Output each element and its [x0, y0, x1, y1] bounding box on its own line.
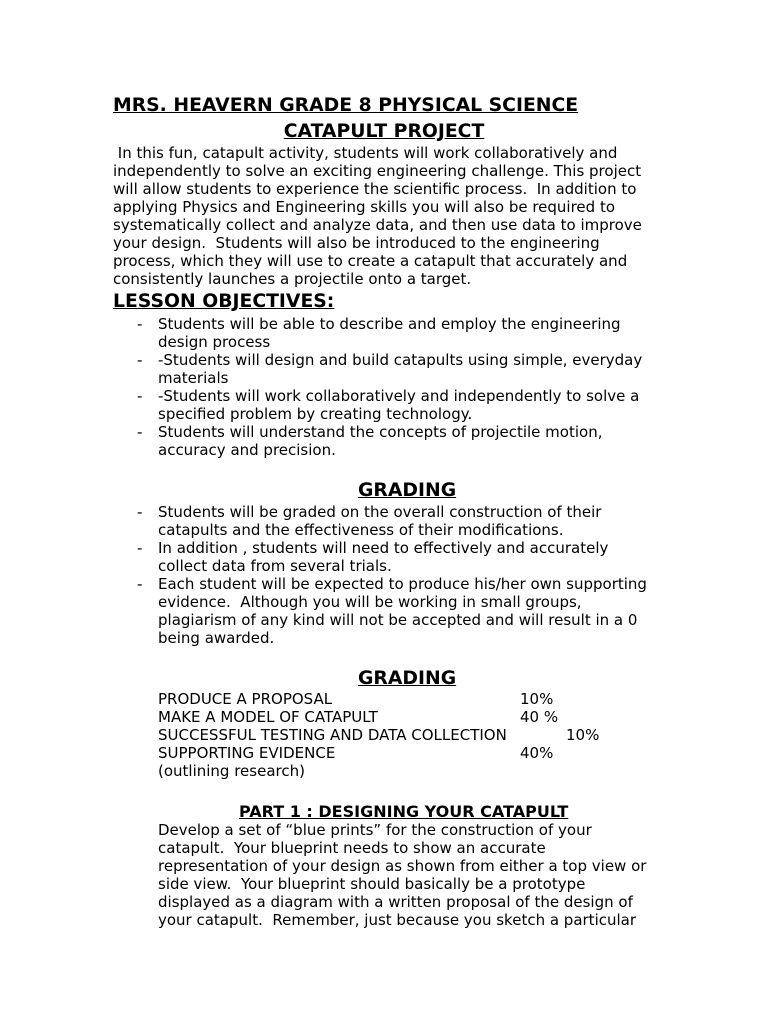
grading-breakdown-table — [0, 690, 768, 780]
grading-item-label: SUPPORTING EVIDENCE — [158, 744, 336, 762]
list-item — [0, 575, 768, 647]
objectives-list — [0, 315, 768, 459]
list-dash: - — [137, 539, 143, 557]
list-dash: - — [137, 423, 143, 441]
list-item — [0, 387, 768, 423]
list-dash: - — [137, 315, 143, 333]
list-item-text: -Students will work collaboratively and independently to solve a specified problem by creating technology. — [158, 387, 640, 423]
table-row-note — [0, 762, 768, 780]
list-dash: - — [137, 503, 143, 521]
list-item-text: Students will understand the concepts of projectile motion, accuracy and precision. — [158, 423, 603, 459]
list-item — [0, 351, 768, 387]
list-item-text: Each student will be expected to produce his/her own supporting evidence. Although you will be working in small groups, plagiarism of any kind will not be accepted and will result in a 0 being awarded. — [158, 575, 647, 647]
table-row — [0, 690, 768, 708]
grading-breakdown-heading: GRADING — [358, 668, 457, 689]
objectives-heading: LESSON OBJECTIVES: — [113, 291, 335, 312]
intro-paragraph: In this fun, catapult activity, students will work collaboratively and independently to solve an exciting engineering challenge. This project will allow students to experience the scientific process. In addition to applying Physics and Engineering skills you will also be required to systematically collect and analyze data, and then use data to improve your design. Students will also be introduced to the engineering process, which they will use to create a catapult that accurately and consistently launches a projectile onto a target. — [113, 144, 642, 288]
grading-item-label: SUCCESSFUL TESTING AND DATA COLLECTION — [158, 726, 507, 744]
list-item — [0, 539, 768, 575]
table-row — [0, 726, 768, 744]
grading-item-percent: 40% — [520, 744, 554, 762]
document-title: MRS. HEAVERN GRADE 8 PHYSICAL SCIENCE — [113, 95, 579, 116]
list-item-text: Students will be graded on the overall construction of their catapults and the effectiveness of their modifications. — [158, 503, 602, 539]
list-item-text: Students will be able to describe and employ the engineering design process — [158, 315, 621, 351]
grading-item-percent: 10% — [566, 726, 600, 744]
part1-heading: PART 1 : DESIGNING YOUR CATAPULT — [239, 802, 569, 821]
grading-item-percent: 40 % — [520, 708, 559, 726]
grading-item-label: PRODUCE A PROPOSAL — [158, 690, 333, 708]
grading-list — [0, 503, 768, 647]
grading-item-percent: 10% — [520, 690, 554, 708]
list-item-text: -Students will design and build catapults using simple, everyday materials — [158, 351, 643, 387]
list-item-text: In addition , students will need to effectively and accurately collect data from several trials. — [158, 539, 609, 575]
table-row — [0, 708, 768, 726]
list-dash: - — [137, 387, 143, 405]
grading-heading: GRADING — [358, 480, 457, 501]
list-item — [0, 423, 768, 459]
part1-paragraph: Develop a set of “blue prints” for the construction of your catapult. Your blueprint needs to show an accurate representation of your design as shown from either a top view or side view. Your blueprint should basically be a prototype displayed as a diagram with a written proposal of the design of your catapult. Remember, just because you sketch a particular — [158, 821, 647, 929]
grading-item-label: MAKE A MODEL OF CATAPULT — [158, 708, 378, 726]
list-dash: - — [137, 351, 143, 369]
table-row — [0, 744, 768, 762]
grading-item-note: (outlining research) — [158, 762, 305, 780]
list-item — [0, 315, 768, 351]
list-item — [0, 503, 768, 539]
list-dash: - — [137, 575, 143, 593]
document-subtitle: CATAPULT PROJECT — [283, 121, 485, 142]
